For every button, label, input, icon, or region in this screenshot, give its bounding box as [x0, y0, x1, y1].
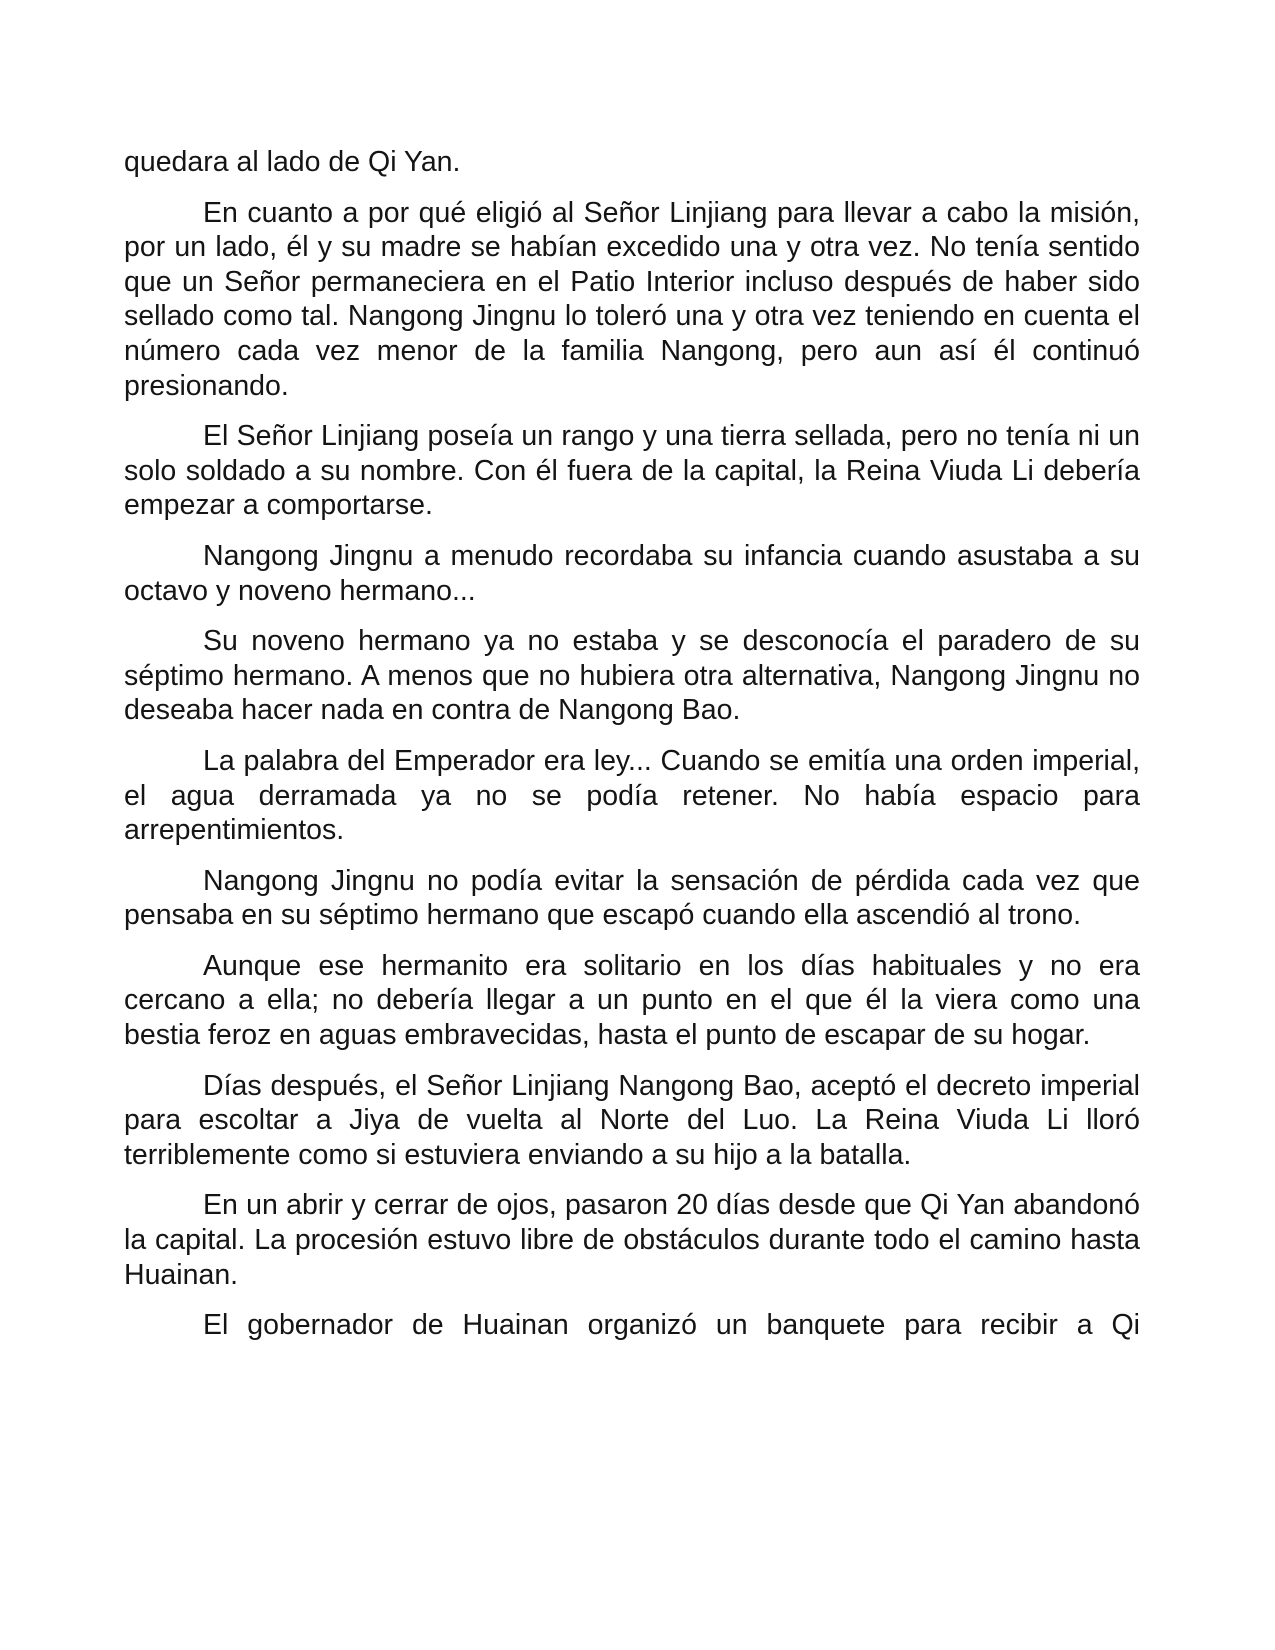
paragraph-continuation: quedara al lado de Qi Yan.	[124, 146, 461, 178]
paragraph: Aunque ese hermanito era solitario en los días habituales y no era cercano a ella; no debería llegar a un punto en el que él la viera como una bestia feroz en aguas embravecidas, hasta el punto de escapar de su hogar.	[124, 949, 1140, 1052]
paragraph: Nangong Jingnu a menudo recordaba su infancia cuando asustaba a su octavo y noveno hermano...	[124, 539, 1140, 607]
paragraph: Su noveno hermano ya no estaba y se desconocía el paradero de su séptimo hermano. A menos que no hubiera otra alternativa, Nangong Jingnu no deseaba hacer nada en contra de Nangong Bao.	[124, 625, 1140, 727]
paragraph-truncated: El gobernador de Huainan organizó un banquete para recibir a Qi	[203, 1309, 1140, 1342]
paragraph: En un abrir y cerrar de ojos, pasaron 20 días desde que Qi Yan abandonó la capital. La procesión estuvo libre de obstáculos durante todo el camino hasta Huainan.	[124, 1189, 1140, 1291]
paragraph: En cuanto a por qué eligió al Señor Linjiang para llevar a cabo la misión, por un lado, él y su madre se habían excedido una y otra vez. No tenía sentido que un Señor permaneciera en el Patio Interior incluso después de haber sido sellado como tal. Nangong Jingnu lo toleró una y otra vez teniendo en cuenta el número cada vez menor de la familia Nangong, pero aun así él continuó presionando.	[124, 196, 1140, 402]
paragraph: El Señor Linjiang poseía un rango y una tierra sellada, pero no tenía ni un solo soldado a su nombre. Con él fuera de la capital, la Reina Viuda Li debería empezar a comportarse.	[124, 420, 1140, 522]
paragraph: La palabra del Emperador era ley... Cuando se emitía una orden imperial, el agua derramada ya no se podía retener. No había espacio para arrepentimientos.	[124, 744, 1140, 847]
paragraph: Días después, el Señor Linjiang Nangong Bao, aceptó el decreto imperial para escoltar a Jiya de vuelta al Norte del Luo. La Reina Viuda Li lloró terriblemente como si estuviera enviando a su hijo a la batalla.	[124, 1069, 1140, 1171]
document-body	[124, 145, 1140, 1359]
paragraph: Nangong Jingnu no podía evitar la sensación de pérdida cada vez que pensaba en su séptimo hermano que escapó cuando ella ascendió al trono.	[124, 864, 1140, 932]
